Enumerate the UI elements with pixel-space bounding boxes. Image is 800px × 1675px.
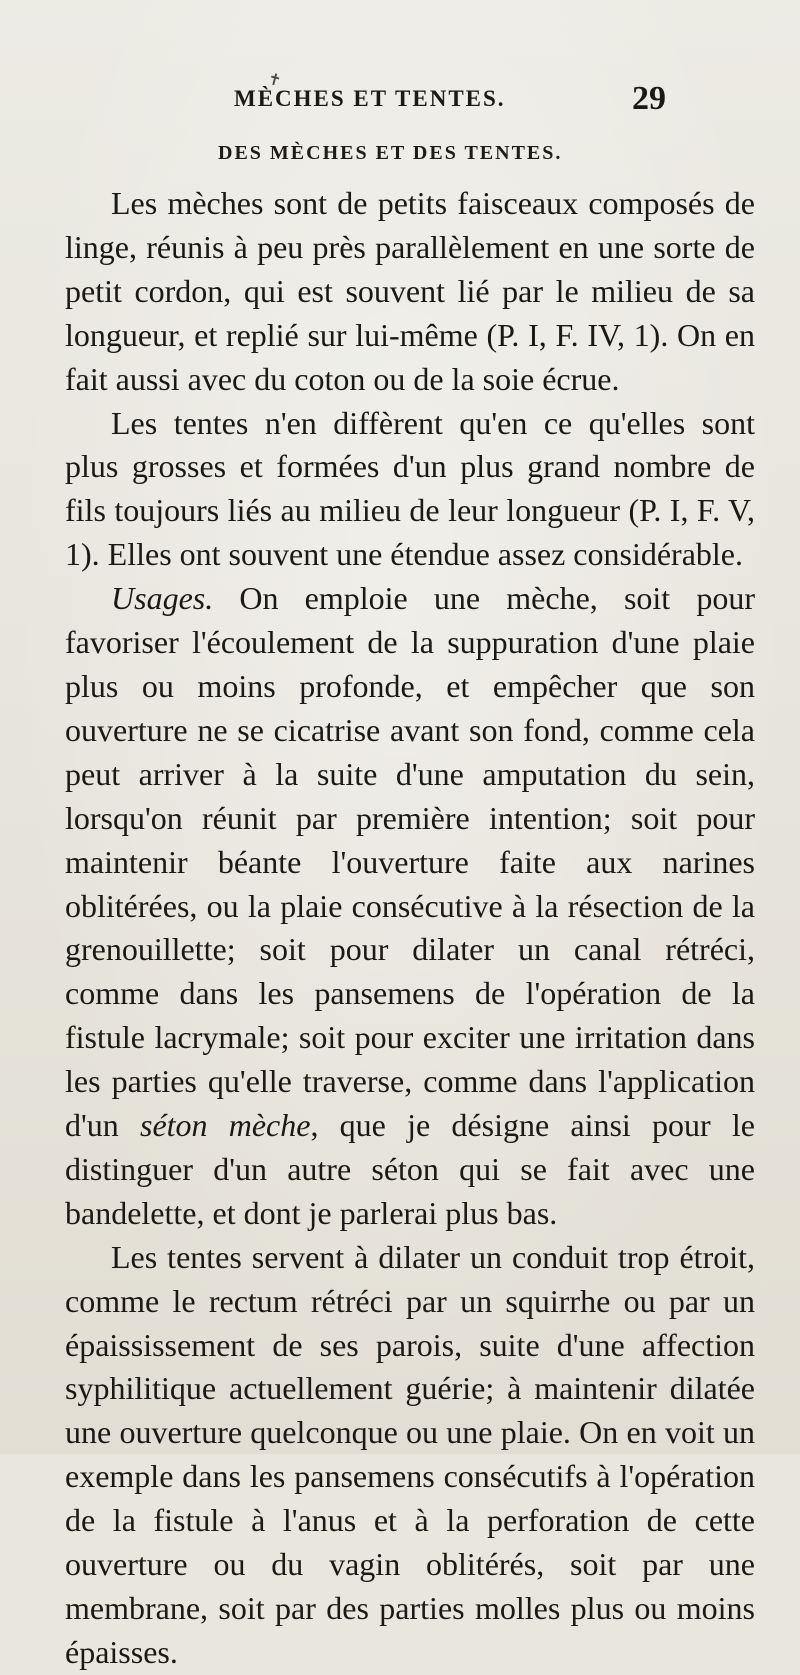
- paragraph-meches: [65, 182, 755, 402]
- body-text: [65, 182, 755, 1675]
- paragraph-tentes-usage: [65, 1236, 755, 1675]
- seton-meche-term: séton mèche: [139, 1107, 311, 1144]
- running-head: MÈCHES ET TENTES.: [234, 86, 506, 111]
- paragraph-text: Les tentes n'en diffèrent qu'en ce qu'elles sont plus grosses et formées d'un plus grand nombre de fils toujours liés au milieu de leur longueur (P. I, F. V, 1). Elles ont souvent une étendue assez considérable.: [65, 404, 755, 573]
- usages-heading: Usages.: [111, 580, 214, 617]
- paragraph-text-continued: , que je désigne ainsi pour le distinguer d'un autre séton qui se fait avec une bandelette, et dont je parlerai plus bas.: [65, 1107, 756, 1231]
- section-title: DES MÈCHES ET DES TENTES.: [218, 142, 563, 164]
- paragraph-tentes: [65, 402, 755, 578]
- paragraph-usages: [65, 577, 755, 1236]
- paragraph-text: Les mèches sont de petits faisceaux composés de linge, réunis à peu près parallèlement en une sorte de petit cordon, qui est souvent lié par le milieu de sa longueur, et replié sur lui-même (P. I, F. IV, 1). On en fait aussi avec du coton ou de la soie écrue.: [65, 185, 755, 397]
- paragraph-text: On emploie une mèche, soit pour favoriser l'écoulement de la suppuration d'une plaie plus ou moins profonde, et empêcher que son ouverture ne se cicatrise avant son fond, comme cela peut arriver à la suite d'une amputation du sein, lorsqu'on réunit par première intention; soit pour maintenir béante l'ouverture faite aux narines oblitérées, ou la plaie consécutive à la résection de la grenouillette; soit pour dilater un canal rétréci, comme dans les pansemens de l'opération de la fistule lacrymale; soit pour exciter une irritation dans les parties qu'elle traverse, comme dans l'application d'un: [65, 580, 755, 1144]
- page-number: 29: [632, 80, 666, 117]
- paragraph-text: Les tentes servent à dilater un conduit trop étroit, comme le rectum rétréci par un squirrhe ou par un épaississement de ses parois, suite d'une affection syphilitique actuellement guérie; à maintenir dilatée une ouverture quelconque ou une plaie. On en voit un exemple dans les pansemens consécutifs à l'opération de la fistule à l'anus et à la perforation de cette ouverture ou du vagin oblitérés, soit par une membrane, soit par des parties molles plus ou moins épaisses.: [65, 1238, 755, 1670]
- printer-mark: ✝: [265, 68, 284, 91]
